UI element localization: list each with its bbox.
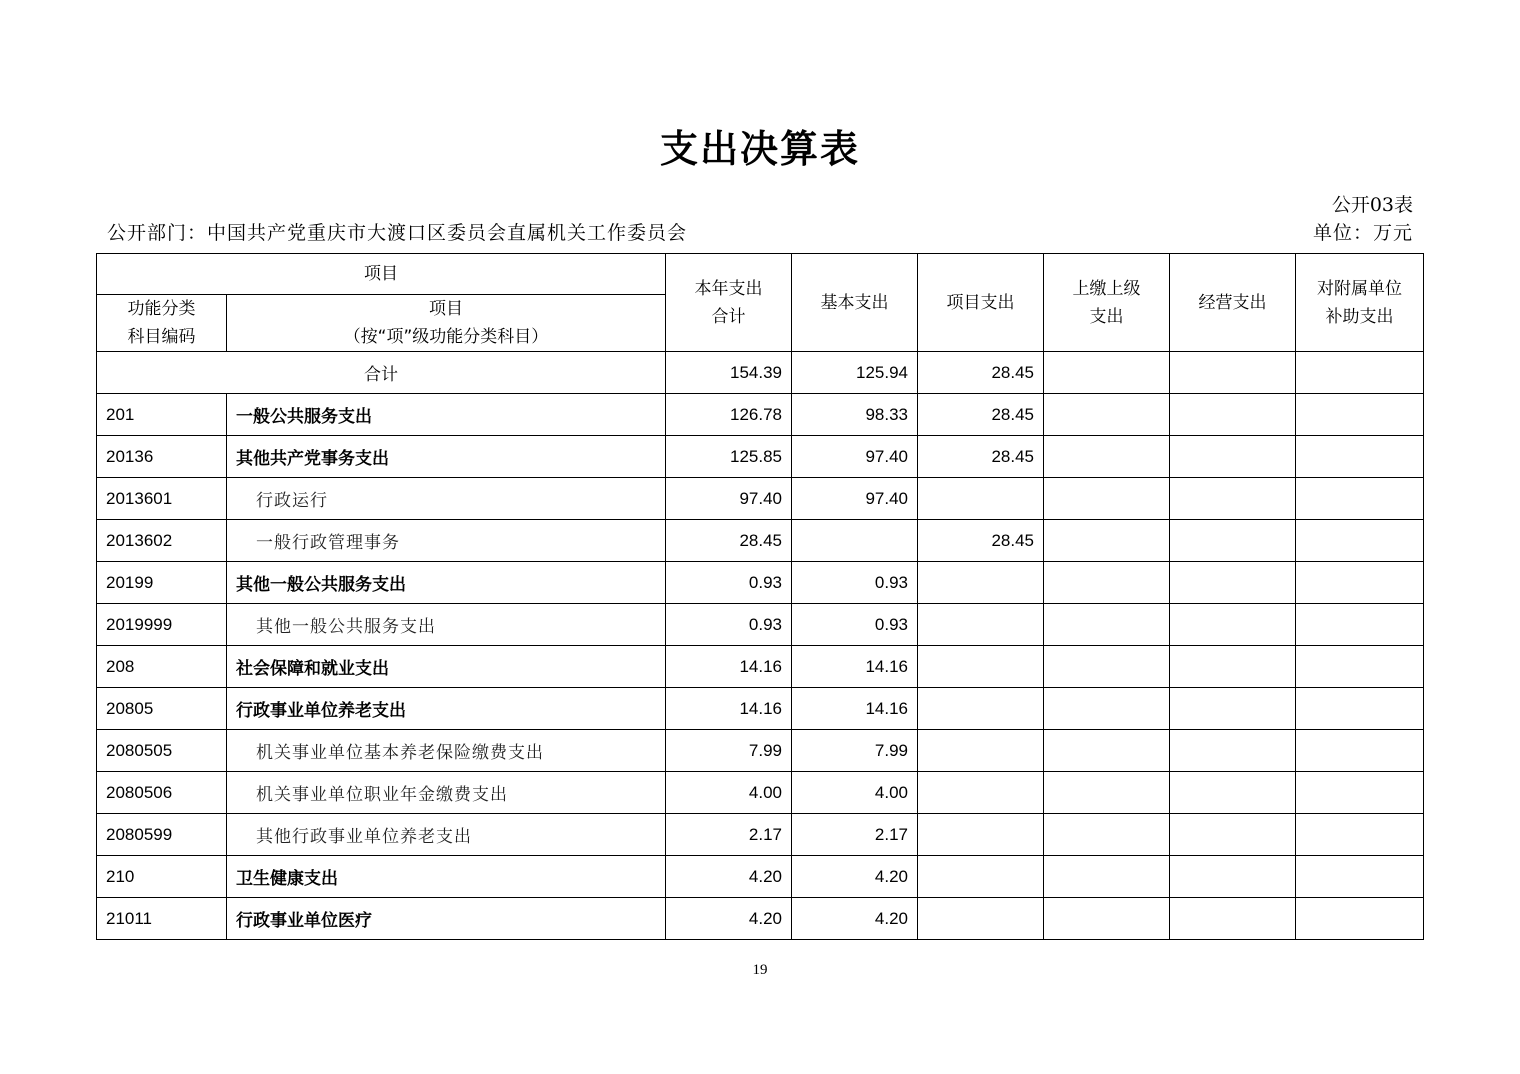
header-total	[666, 254, 792, 352]
row-total: 126.78	[666, 394, 792, 436]
row-basic: 4.20	[792, 856, 918, 898]
row-upper	[1044, 562, 1170, 604]
row-project	[918, 856, 1044, 898]
row-name: 社会保障和就业支出	[227, 646, 666, 688]
row-code: 210	[97, 856, 227, 898]
table-row	[97, 436, 1424, 478]
row-name: 卫生健康支出	[227, 856, 666, 898]
row-business	[1170, 478, 1296, 520]
row-upper	[1044, 394, 1170, 436]
total-business	[1170, 352, 1296, 394]
total-basic: 125.94	[792, 352, 918, 394]
row-name: 一般公共服务支出	[227, 394, 666, 436]
row-business	[1170, 562, 1296, 604]
header-code	[97, 295, 227, 352]
row-subsidy	[1296, 898, 1424, 940]
row-total: 125.85	[666, 436, 792, 478]
row-basic: 2.17	[792, 814, 918, 856]
row-subsidy	[1296, 856, 1424, 898]
row-name: 其他一般公共服务支出	[227, 562, 666, 604]
row-upper	[1044, 730, 1170, 772]
row-total: 14.16	[666, 646, 792, 688]
header-row-1	[97, 254, 1424, 295]
header-business: 经营支出	[1170, 254, 1296, 352]
header-basic: 基本支出	[792, 254, 918, 352]
row-project	[918, 814, 1044, 856]
row-subsidy	[1296, 604, 1424, 646]
row-business	[1170, 814, 1296, 856]
row-code: 2019999	[97, 604, 227, 646]
row-code: 2080599	[97, 814, 227, 856]
row-basic: 0.93	[792, 562, 918, 604]
row-code: 201	[97, 394, 227, 436]
expenditure-table	[96, 253, 1424, 940]
row-subsidy	[1296, 478, 1424, 520]
row-code: 21011	[97, 898, 227, 940]
row-subsidy	[1296, 562, 1424, 604]
total-label: 合计	[97, 352, 666, 394]
row-basic	[792, 520, 918, 562]
table-row	[97, 814, 1424, 856]
row-name: 其他一般公共服务支出	[227, 604, 666, 646]
row-code: 2013601	[97, 478, 227, 520]
row-basic: 14.16	[792, 688, 918, 730]
table-row	[97, 604, 1424, 646]
total-upper	[1044, 352, 1170, 394]
table-row	[97, 562, 1424, 604]
row-project	[918, 730, 1044, 772]
row-business	[1170, 646, 1296, 688]
header-upper-line2: 支出	[1089, 306, 1124, 327]
header-project: 项目	[97, 254, 666, 295]
row-basic: 0.93	[792, 604, 918, 646]
row-project	[918, 604, 1044, 646]
row-code: 20805	[97, 688, 227, 730]
row-subsidy	[1296, 646, 1424, 688]
row-basic: 4.20	[792, 898, 918, 940]
row-upper	[1044, 520, 1170, 562]
row-upper	[1044, 898, 1170, 940]
row-name: 一般行政管理事务	[227, 520, 666, 562]
table-row	[97, 856, 1424, 898]
header-total-line1: 本年支出	[694, 278, 763, 299]
row-basic: 14.16	[792, 646, 918, 688]
header-name	[227, 295, 666, 352]
total-amount: 154.39	[666, 352, 792, 394]
row-code: 2013602	[97, 520, 227, 562]
row-code: 208	[97, 646, 227, 688]
row-subsidy	[1296, 394, 1424, 436]
header-subsidy-line1: 对附属单位	[1317, 278, 1402, 299]
row-total: 4.00	[666, 772, 792, 814]
row-subsidy	[1296, 730, 1424, 772]
page-title: 支出决算表	[659, 127, 860, 171]
row-total: 7.99	[666, 730, 792, 772]
row-total: 0.93	[666, 604, 792, 646]
row-business	[1170, 394, 1296, 436]
row-subsidy	[1296, 688, 1424, 730]
table-row	[97, 646, 1424, 688]
row-upper	[1044, 646, 1170, 688]
row-project	[918, 898, 1044, 940]
row-total: 28.45	[666, 520, 792, 562]
row-business	[1170, 688, 1296, 730]
table-row	[97, 478, 1424, 520]
unit-label: 单位：万元	[1312, 222, 1413, 244]
form-number: 公开03表	[1331, 194, 1413, 216]
row-name: 其他共产党事务支出	[227, 436, 666, 478]
row-name: 其他行政事业单位养老支出	[227, 814, 666, 856]
table-row	[97, 688, 1424, 730]
row-upper	[1044, 688, 1170, 730]
page-number: 19	[752, 962, 768, 978]
table-row	[97, 898, 1424, 940]
row-project	[918, 646, 1044, 688]
row-total: 14.16	[666, 688, 792, 730]
row-subsidy	[1296, 436, 1424, 478]
department-label: 公开部门：中国共产党重庆市大渡口区委员会直属机关工作委员会	[107, 222, 688, 244]
row-basic: 97.40	[792, 478, 918, 520]
row-basic: 97.40	[792, 436, 918, 478]
total-subsidy	[1296, 352, 1424, 394]
row-business	[1170, 520, 1296, 562]
row-upper	[1044, 436, 1170, 478]
row-code: 2080506	[97, 772, 227, 814]
row-business	[1170, 604, 1296, 646]
row-basic: 7.99	[792, 730, 918, 772]
header-upper-line1: 上缴上级	[1072, 278, 1141, 299]
header-subsidy	[1296, 254, 1424, 352]
table-row	[97, 394, 1424, 436]
table-row	[97, 520, 1424, 562]
row-upper	[1044, 604, 1170, 646]
header-subsidy-line2: 补助支出	[1325, 306, 1394, 327]
row-subsidy	[1296, 772, 1424, 814]
row-business	[1170, 772, 1296, 814]
row-name: 行政事业单位养老支出	[227, 688, 666, 730]
row-basic: 4.00	[792, 772, 918, 814]
header-code-line1: 功能分类	[127, 299, 196, 319]
row-name: 行政运行	[227, 478, 666, 520]
row-business	[1170, 436, 1296, 478]
row-total: 2.17	[666, 814, 792, 856]
row-total: 97.40	[666, 478, 792, 520]
header-project-expense: 项目支出	[918, 254, 1044, 352]
row-project	[918, 772, 1044, 814]
row-name: 机关事业单位基本养老保险缴费支出	[227, 730, 666, 772]
row-upper	[1044, 478, 1170, 520]
row-business	[1170, 730, 1296, 772]
table-row	[97, 772, 1424, 814]
row-code: 20199	[97, 562, 227, 604]
header-name-line2: （按“项”级功能分类科目）	[343, 327, 549, 347]
row-basic: 98.33	[792, 394, 918, 436]
row-business	[1170, 856, 1296, 898]
row-subsidy	[1296, 814, 1424, 856]
row-project: 28.45	[918, 520, 1044, 562]
row-business	[1170, 898, 1296, 940]
row-code: 2080505	[97, 730, 227, 772]
row-project: 28.45	[918, 394, 1044, 436]
header-upper	[1044, 254, 1170, 352]
row-subsidy	[1296, 520, 1424, 562]
row-project	[918, 688, 1044, 730]
header-code-line2: 科目编码	[127, 327, 196, 347]
row-code: 20136	[97, 436, 227, 478]
row-upper	[1044, 856, 1170, 898]
row-upper	[1044, 814, 1170, 856]
row-upper	[1044, 772, 1170, 814]
header-total-line2: 合计	[711, 306, 746, 327]
row-name: 行政事业单位医疗	[227, 898, 666, 940]
row-project	[918, 478, 1044, 520]
table-row	[97, 730, 1424, 772]
row-project	[918, 562, 1044, 604]
row-total: 4.20	[666, 898, 792, 940]
row-total: 0.93	[666, 562, 792, 604]
total-row	[97, 352, 1424, 394]
total-project: 28.45	[918, 352, 1044, 394]
header-name-line1: 项目	[429, 299, 463, 319]
row-project: 28.45	[918, 436, 1044, 478]
row-total: 4.20	[666, 856, 792, 898]
row-name: 机关事业单位职业年金缴费支出	[227, 772, 666, 814]
